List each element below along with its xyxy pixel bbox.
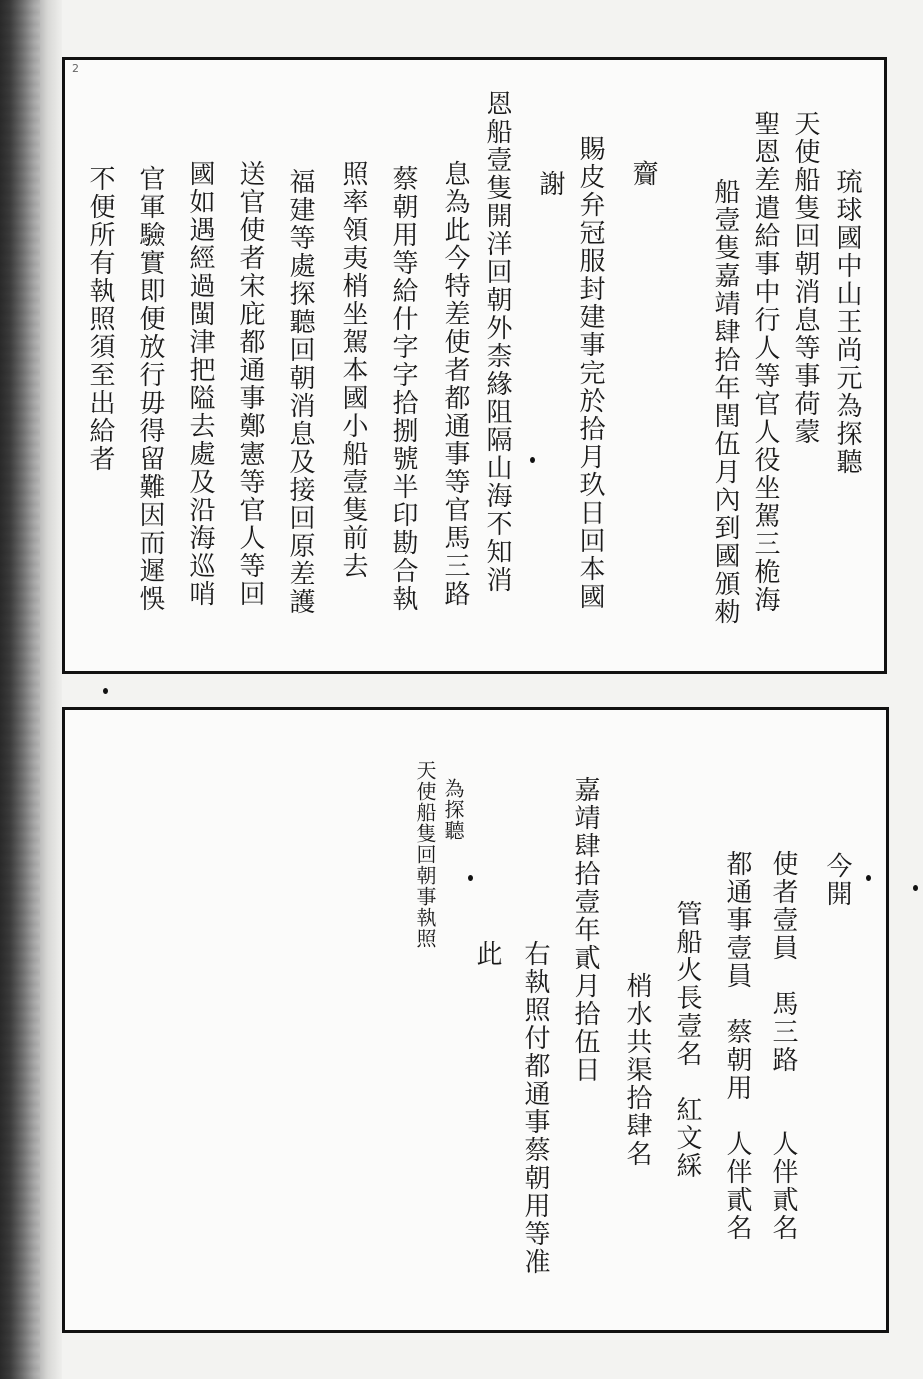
top-column-6: 謝 — [535, 170, 565, 198]
top-column-10: 照率領夷梢坐駕本國小船壹隻前去 — [338, 160, 368, 580]
top-column-8: 息為此今特差使者都通事等官馬三路 — [440, 160, 470, 608]
bottom-page-frame — [62, 707, 889, 1333]
ink-dot — [530, 457, 535, 463]
bottom-note-1: 為探聽 — [441, 778, 465, 841]
top-column-12: 送官使者宋庇都通事鄭憲等官人等回 — [235, 160, 265, 608]
bottom-column-1: 使者壹員 馬三路 人伴貳名 — [768, 850, 798, 1242]
top-column-15: 不便所有執照須至出給者 — [85, 165, 115, 473]
top-column-1: 天使船隻回朝消息等事荷蒙 — [790, 110, 820, 446]
top-column-9: 蔡朝用等給什字字拾捌號半印勘合執 — [388, 165, 418, 613]
page-marker: 2 — [72, 62, 79, 75]
top-column-3: 船壹隻嘉靖肆拾年閏伍月內到國頒勑 — [710, 178, 740, 626]
bottom-column-4: 梢水共渠拾肆名 — [622, 972, 652, 1168]
gutter-shade — [0, 0, 40, 1379]
bottom-column-7: 此 — [472, 940, 502, 968]
top-column-14: 官軍驗實即便放行毋得留難因而遲悞 — [135, 165, 165, 613]
bottom-header: 今開 — [822, 852, 852, 908]
top-column-11: 福建等處探聽回朝消息及接回原差護 — [285, 168, 315, 616]
top-column-13: 國如遇經過閩津把隘去處及沿海巡哨 — [185, 160, 215, 608]
ink-dot — [866, 875, 871, 881]
top-column-7: 恩船壹隻開洋回朝外柰緣阻隔山海不知消 — [482, 90, 512, 594]
top-title: 琉球國中山王尚元為探聽 — [832, 168, 862, 476]
ink-dot — [913, 885, 918, 891]
bottom-column-6: 右執照付都通事蔡朝用等准 — [520, 940, 550, 1276]
ink-dot — [103, 688, 108, 694]
bottom-column-5: 嘉靖肆拾壹年貳月拾伍日 — [570, 776, 600, 1084]
ink-dot — [468, 875, 473, 881]
bottom-note-2: 天使船隻回朝事執照 — [413, 760, 437, 949]
top-column-5: 賜皮弁冠服封建事完於拾月玖日回本國 — [575, 135, 605, 611]
top-column-2: 聖恩差遣給事中行人等官人役坐駕三桅海 — [750, 110, 780, 614]
top-column-4: 齎 — [628, 160, 658, 188]
bottom-column-3: 管船火長壹名 紅文綵 — [672, 900, 702, 1180]
bottom-column-2: 都通事壹員 蔡朝用 人伴貳名 — [722, 850, 752, 1242]
